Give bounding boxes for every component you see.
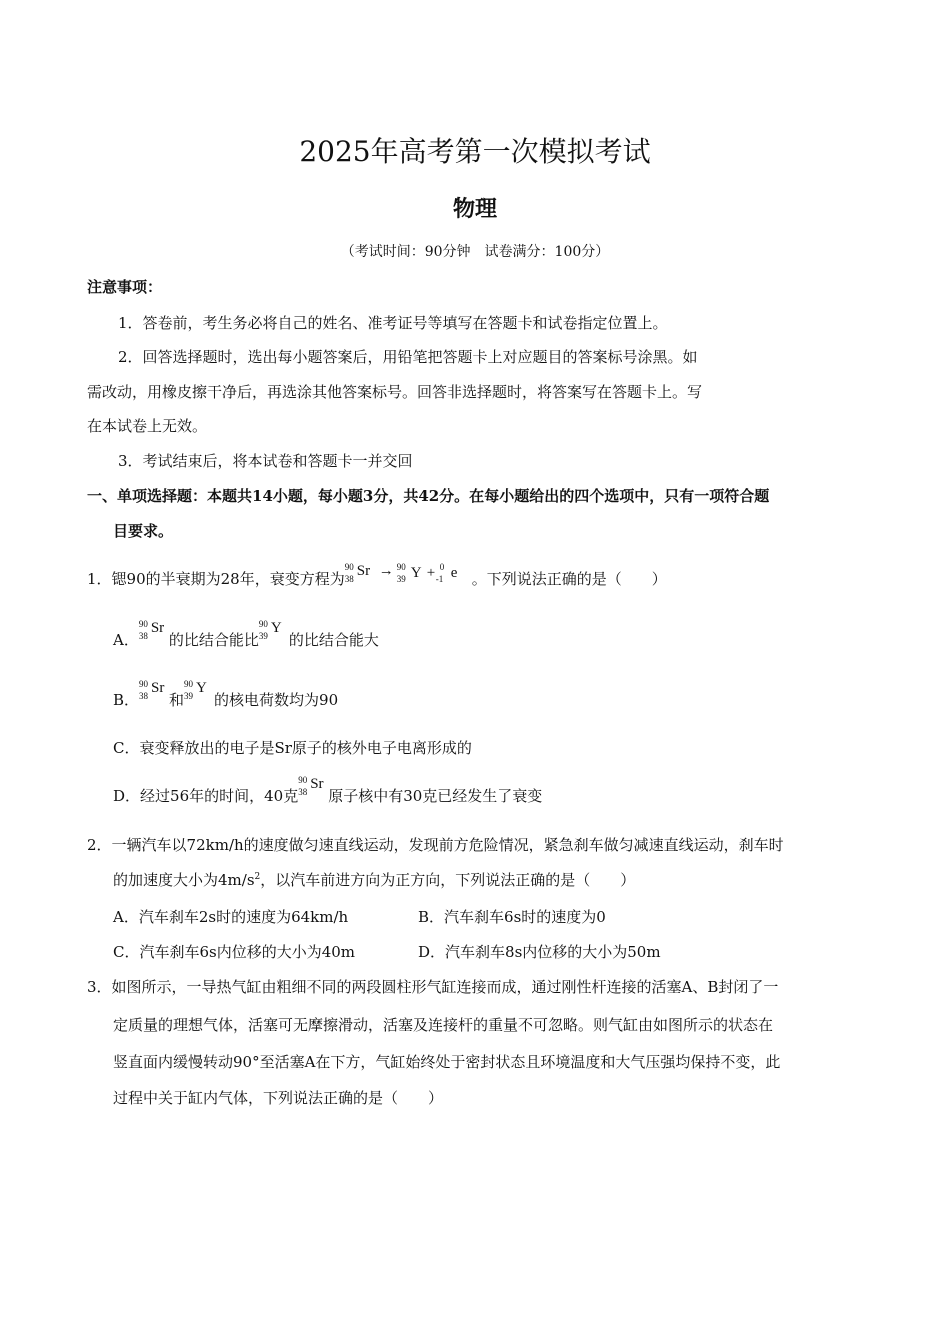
question-2-option-b: B．汽车刹车6s时的速度为0: [418, 908, 606, 926]
nuclide-mass: 90: [139, 679, 149, 689]
eq-sr-mass: 90: [344, 562, 354, 572]
section-heading-line-1: 一、单项选择题：本题共14小题，每小题3分，共42分。在每小题给出的四个选项中，只有一项符合题: [87, 487, 770, 505]
option-d-before: D．经过56年的时间，40克: [113, 787, 299, 805]
nuclide-symbol: Sr: [150, 620, 165, 636]
superscript-2: 2: [254, 872, 261, 882]
nuclide-mass: 90: [138, 619, 148, 629]
nuclide-z: 38: [298, 787, 308, 797]
question-1-option-d: [113, 775, 543, 806]
question-2-option-a: A．汽车刹车2s时的速度为64km/h: [113, 908, 349, 926]
eq-y-z: 39: [396, 574, 406, 584]
note-item-2-line-1: 2．回答选择题时，选出每小题答案后，用铅笔把答题卡上对应题目的答案标号涂黑。如: [118, 348, 698, 366]
eq-plus: +: [426, 565, 436, 581]
note-item-3: 3．考试结束后，将本试卷和答题卡一并交回: [118, 452, 413, 470]
option-a-mid: 的比结合能比: [168, 631, 259, 649]
option-b-end: 的核电荷数均为90: [214, 691, 339, 709]
option-a-label: A．: [113, 631, 139, 649]
question-2-option-c: C．汽车刹车6s内位移的大小为40m: [113, 943, 356, 961]
eq-sr: Sr: [356, 563, 371, 579]
section-heading-line-2: 目要求。: [113, 522, 174, 540]
eq-e-z: -1: [435, 574, 444, 584]
eq-y: Y: [410, 565, 422, 581]
nuclide-z: 38: [139, 691, 149, 701]
eq-sr-z: 38: [344, 574, 354, 584]
question-2-line-2: [113, 869, 635, 890]
note-item-2-line-2: 需改动，用橡皮擦干净后，再选涂其他答案标号。回答非选择题时，将答案写在答题卡上。写: [87, 383, 703, 401]
option-b-label: B．: [113, 691, 140, 709]
nuclide-symbol: Y: [196, 680, 207, 696]
question-1-stem-after: 。下列说法正确的是（ ）: [471, 570, 667, 588]
question-3-line-4: 过程中关于缸内气体，下列说法正确的是（ ）: [113, 1089, 444, 1107]
nuclide-mass: 90: [258, 619, 268, 629]
subject-title: 物理: [452, 196, 497, 222]
note-item-1: 1．答卷前，考生务必将自己的姓名、准考证号等填写在答题卡和试卷指定位置上。: [118, 314, 668, 332]
note-item-2-line-3: 在本试卷上无效。: [87, 417, 208, 435]
question-3-line-2: 定质量的理想气体，活塞可无摩擦滑动，活塞及连接杆的重量不可忽略。则气缸由如图所示的状态在: [113, 1016, 774, 1034]
eq-y-mass: 90: [396, 562, 406, 572]
question-2-line-1: 2．一辆汽车以72km/h的速度做匀速直线运动，发现前方危险情况，紧急刹车做匀减速直线运动，刹车时: [87, 836, 784, 854]
strontium-nuclide: [139, 679, 169, 705]
decay-equation: [345, 562, 472, 588]
exam-title: 2025年高考第一次模拟考试: [299, 135, 651, 168]
exam-info: （考试时间：90分钟 试卷满分：100分）: [340, 244, 610, 260]
yttrium-nuclide: [259, 619, 289, 645]
eq-arrow: →: [378, 563, 394, 579]
nuclide-symbol: Sr: [151, 680, 165, 696]
question-1-stem: [87, 562, 667, 589]
option-b-mid: 和: [169, 691, 185, 709]
question-1-stem-before: 1．锶90的半衰期为28年，衰变方程为: [87, 570, 345, 588]
question-1-option-b: [113, 679, 339, 710]
question-1-option-a: [113, 619, 379, 650]
option-a-end: 的比结合能大: [288, 631, 379, 649]
option-d-after: 原子核中有30克已经发生了衰变: [328, 787, 543, 805]
eq-e: e: [450, 565, 458, 581]
strontium-nuclide: [139, 619, 169, 645]
question-3-line-3: 竖直面内缓慢转动90°至活塞A在下方，气缸始终处于密封状态且环境温度和大气压强均保持不变，此: [113, 1053, 781, 1071]
question-2-line-2-after: ，以汽车前进方向为正方向，下列说法正确的是（ ）: [260, 871, 636, 889]
question-2-line-2-before: 的加速度大小为4m/s: [113, 871, 255, 889]
question-3-line-1: 3．如图所示，一导热气缸由粗细不同的两段圆柱形气缸连接而成，通过刚性杆连接的活塞A、B封闭了一: [87, 978, 779, 996]
nuclide-mass: 90: [184, 679, 194, 689]
strontium-nuclide: [298, 775, 328, 801]
nuclide-z: 39: [258, 631, 268, 641]
nuclide-z: 39: [184, 691, 194, 701]
nuclide-symbol: Sr: [310, 776, 324, 792]
nuclide-z: 38: [138, 631, 148, 641]
nuclide-mass: 90: [298, 775, 308, 785]
nuclide-symbol: Y: [270, 620, 282, 636]
question-1-option-c: C．衰变释放出的电子是Sr原子的核外电子电离形成的: [113, 739, 472, 757]
yttrium-nuclide: [184, 679, 214, 705]
eq-e-mass: 0: [439, 562, 445, 572]
notes-heading: 注意事项：: [87, 278, 163, 296]
question-2-option-d: D．汽车刹车8s内位移的大小为50m: [418, 943, 661, 961]
